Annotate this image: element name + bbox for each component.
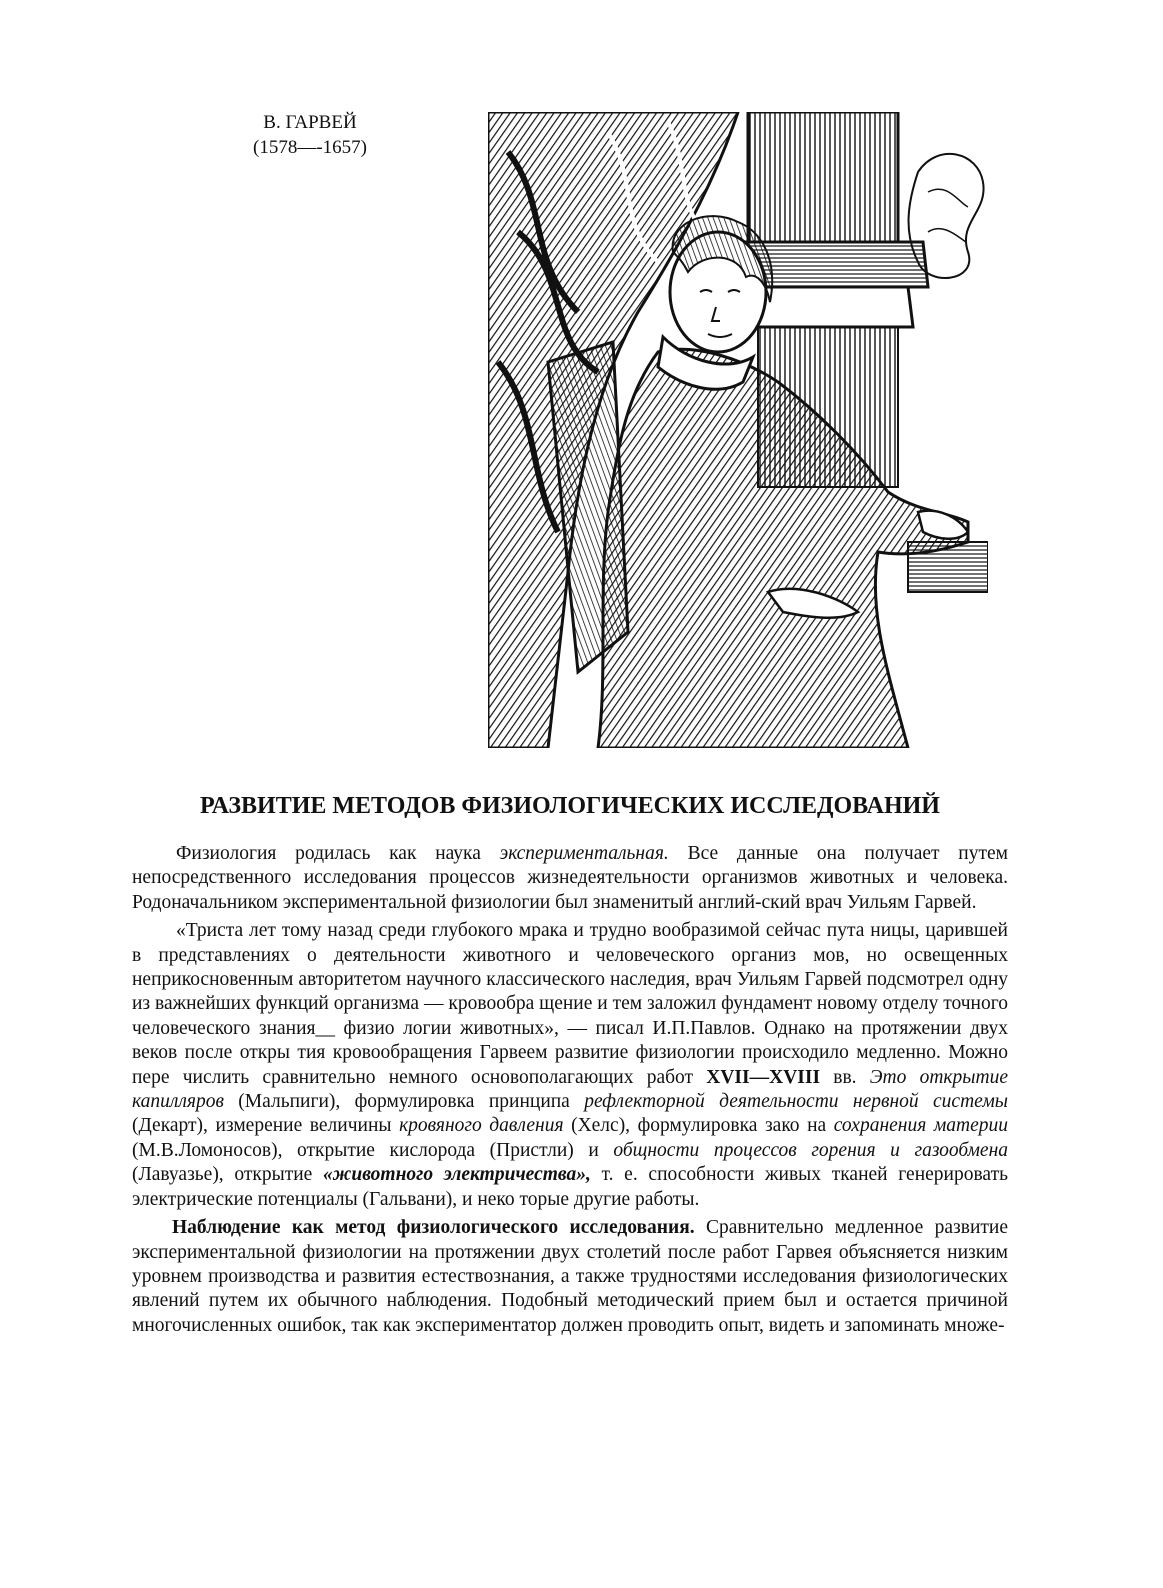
p2-bold-1: XVII—XVIII (706, 1066, 821, 1088)
paragraph-1 (132, 842, 1008, 915)
p1-text-2: Все данные она получает путем непосредственного исследования процессов жизнедеятельности организмов животных и человека. Родоначальником экспериментальной физиологии был знаменитый англий-ский врач Уильям Гарвей. (132, 843, 1009, 913)
p1-text-1: Физиология родилась как наука (176, 843, 500, 864)
paragraph-3 (132, 1216, 1008, 1338)
p2-text-4: (Декарт), измерение величины (132, 1115, 400, 1137)
p2-text-3: (Мальпиги), формулировка принципа (223, 1091, 585, 1113)
p3-bold-heading: Наблюдение как метод физиологического исследования. (172, 1217, 695, 1239)
column-shaft (748, 112, 898, 242)
section-title: РАЗВИТИЕ МЕТОДОВ ФИЗИОЛОГИЧЕСКИХ ИССЛЕДОВАНИЙ (200, 793, 940, 819)
p2-text-2: вв. (820, 1066, 870, 1088)
p2-text-7: (Лавуазье), открытие (132, 1164, 324, 1186)
p2-italic-3: кровяного давления (399, 1115, 564, 1137)
p2-italic-6: «животного электричества», (323, 1164, 591, 1186)
p3-text-1: Сравнительно медленное развитие экспериментальной физиологии на протяжении двух столетий после работ Гарвея объясняется низким уровнем производства и развития естествознания, а также трудностями исследования физиологических явлений путем их обычного наблюдения. Подобный методический прием был и остается причиной многочисленных ошибок, так как экспериментатор должен проводить опыт, видеть и запоминать множе- (132, 1217, 1008, 1336)
caption-name: В. ГАРВЕЙ (263, 112, 357, 133)
portrait-caption (230, 110, 390, 160)
p2-italic-2: рефлекторной деятельности нервной системы (584, 1091, 1008, 1113)
p2-text-6: (М.В.Ломоносов), открытие кислорода (Пристли) и (132, 1139, 614, 1161)
p1-italic-1: экспериментальная. (499, 843, 669, 864)
portrait-engraving (488, 112, 988, 748)
body-text (132, 842, 1008, 1342)
caption-years: (1578—-1657) (253, 137, 367, 158)
p2-text-8: т. е. способности живых тканей генерировать электрические потенциалы (Гальвани), и неко торые другие работы. (132, 1164, 1008, 1210)
p2-italic-5: общности процессов горения и газообмена (613, 1139, 1008, 1161)
p2-text-1: «Триста лет тому назад среди глубокого мрака и трудно вообразимой сейчас пута ницы, царившей в представлениях о деятельности животного и человеческого организ мов, но освещенных неприкосновенным авторитетом научного классического наследия, врач Уильям Гарвей подсмотрел одну из важнейших функций организма — кровообра щение и тем заложил фундамент новому отделу точного человеческого знания__ физио логии животных», — писал И.П.Павлов. Однако на протяжении двух веков после откры тия кровообращения Гарвеем развитие физиологии происходило медленно. Можно пере числить сравнительно немного основополагающих работ (132, 920, 1008, 1088)
paragraph-2 (132, 919, 1008, 1212)
p2-italic-1: Это открытие капилляров (132, 1066, 1008, 1113)
p2-italic-4: сохранения материи (833, 1115, 1009, 1137)
p2-text-5: (Хелс), формулировка зако на (563, 1115, 834, 1137)
